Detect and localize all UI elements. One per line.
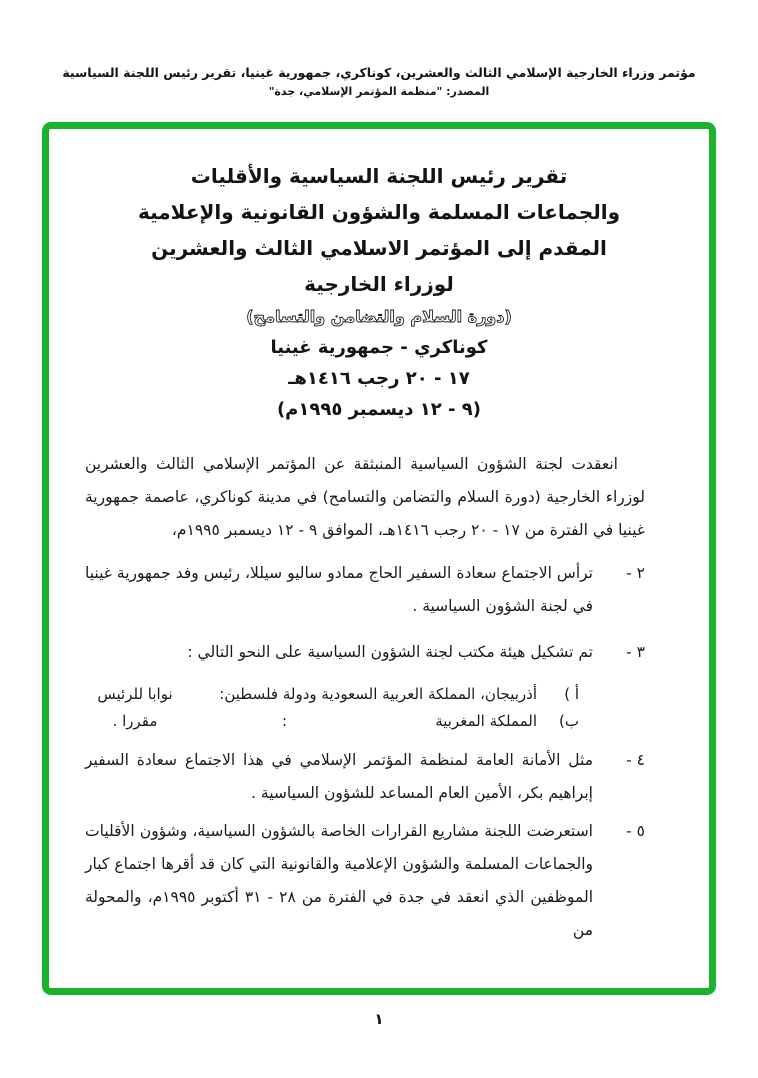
sub-item-a — [85, 681, 593, 708]
sub-item-a-countries: أذربيجان، المملكة العربية السعودية ودولة فلسطين: — [219, 685, 537, 703]
numbered-item-3 — [85, 636, 645, 735]
item-3-number: ٣ - — [626, 643, 645, 661]
item-5-text: استعرضت اللجنة مشاريع القرارات الخاصة بالشؤون السياسية، وشؤون الأقليات والجماعات المسلمة والشؤون الإعلامية والقانونية التي كان قد أقرها اجتماع كبار الموظفين الذي انعقد في جدة في الفترة من ٢٨ - ٣١ أكتوبر ١٩٩٥م، والمحولة من — [85, 822, 594, 939]
title-block — [42, 158, 716, 425]
numbered-item-5 — [85, 815, 645, 947]
report-title-line-2: والجماعات المسلمة والشؤون القانونية والإعلامية — [137, 200, 621, 224]
item-4-number: ٤ - — [626, 751, 645, 769]
header-source-line: المصدر: "منظمة المؤتمر الإسلامي، جدة" — [268, 85, 490, 98]
session-name: (دورة السلام والتضامن والتسامح) — [246, 307, 512, 326]
item-3-text: تم تشكيل هيئة مكتب لجنة الشؤون السياسية على النحو التالي : — [187, 643, 593, 661]
sub-item-b-role: مقررا . — [112, 712, 158, 730]
document-header — [0, 64, 758, 102]
report-title-line-4: لوزراء الخارجية — [304, 272, 454, 296]
sub-item-b-country: المملكة المغربية — [435, 712, 537, 730]
header-title-line: مؤتمر وزراء الخارجية الإسلامي الثالث والعشرين، كوناكري، جمهورية غينيا، تقرير رئيس اللجنة السياسية — [62, 65, 696, 80]
sub-item-b-marker: ب) — [559, 712, 579, 730]
item-2-number: ٢ - — [626, 564, 645, 582]
conference-location: كوناكري - جمهورية غينيا — [270, 337, 488, 358]
body-text — [85, 448, 645, 960]
report-title-line-3: المقدم إلى المؤتمر الاسلامي الثالث والعشرين — [151, 236, 607, 260]
item-3-body — [85, 636, 593, 735]
paragraph-1: انعقدت لجنة الشؤون السياسية المنبثقة عن المؤتمر الإسلامي الثالث والعشرين لوزراء الخارجية (دورة السلام والتضامن والتسامح) في مدينة كوناكري، عاصمة جمهورية غينيا في الفترة من ١٧ - ٢٠ رجب ١٤١٦هـ، الموافق ٩ - ١٢ ديسمبر ١٩٩٥م، — [85, 455, 645, 539]
item-2-text: ترأس الاجتماع سعادة السفير الحاج ممادو ساليو سيللا، رئيس وفد جمهورية غينيا في لجنة الشؤون السياسية . — [85, 564, 593, 615]
report-title-line-1: تقرير رئيس اللجنة السياسية والأقليات — [190, 164, 568, 188]
page-number: ١ — [374, 1010, 384, 1028]
sub-item-b — [85, 708, 593, 735]
item-4-text: مثل الأمانة العامة لمنظمة المؤتمر الإسلامي في هذا الاجتماع سعادة السفير إبراهيم بكر، الأمين العام المساعد للشؤون السياسية . — [85, 751, 593, 802]
numbered-item-4 — [85, 744, 645, 810]
numbered-item-2 — [85, 557, 645, 623]
item-5-number: ٥ - — [626, 822, 645, 840]
gregorian-date: (٩ - ١٢ ديسمبر ١٩٩٥م) — [276, 399, 482, 420]
item-3-sub-list — [85, 681, 593, 735]
sub-item-b-colon: : — [281, 712, 287, 730]
sub-item-a-role: نوابا للرئيس — [97, 685, 173, 703]
hijri-date: ١٧ - ٢٠ رجب ١٤١٦هـ — [288, 368, 470, 389]
sub-item-a-marker: أ ) — [564, 685, 579, 703]
